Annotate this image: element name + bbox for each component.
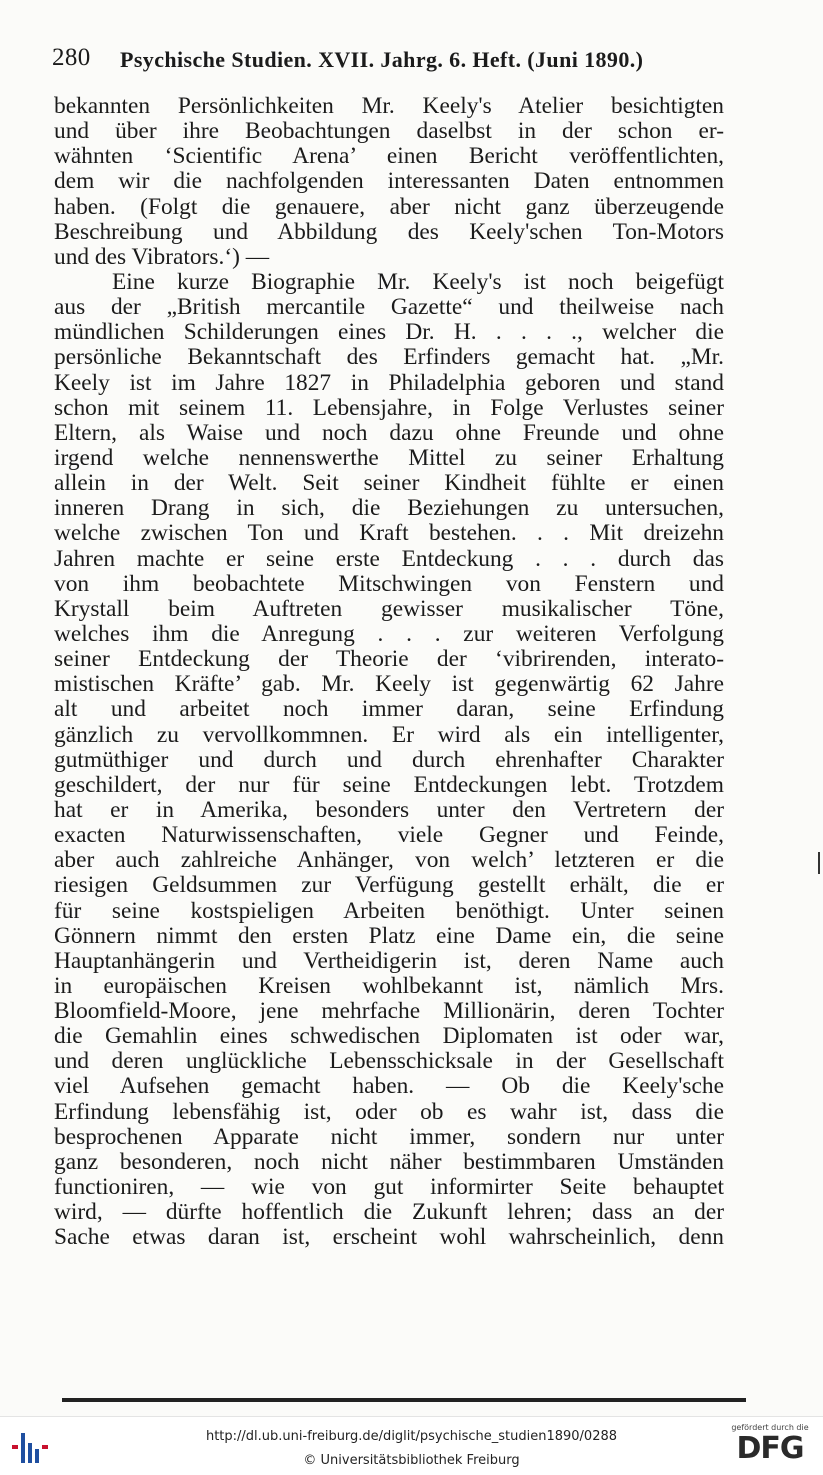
text-line: Eltern, als Waise und noch dazu ohne Freunde und ohne bbox=[54, 420, 724, 446]
body-text bbox=[54, 94, 724, 1250]
text-line: wird, — dürfte hoffentlich die Zukunft lehren; dass an der bbox=[54, 1200, 724, 1226]
text-line: aus der „British mercantile Gazette“ und theilweise nach bbox=[54, 295, 724, 321]
copyright-text: © Universitätsbibliothek Freiburg bbox=[303, 1453, 520, 1468]
text-line: ganz besonderen, noch nicht näher bestimmbaren Umständen bbox=[54, 1149, 724, 1175]
text-line: Keely ist im Jahre 1827 in Philadelphia geboren und stand bbox=[54, 370, 724, 396]
text-line: besprochenen Apparate nicht immer, sondern nur unter bbox=[54, 1124, 724, 1150]
text-line: von ihm beobachtete Mitschwingen von Fenstern und bbox=[54, 571, 724, 597]
text-line: Erfindung lebensfähig ist, oder ob es wahr ist, dass die bbox=[54, 1099, 724, 1125]
text-line: dem wir die nachfolgenden interessanten Daten entnommen bbox=[54, 169, 724, 195]
text-line: bekannten Persönlichkeiten Mr. Keely's Atelier besichtigten bbox=[54, 94, 724, 119]
text-line: Eine kurze Biographie Mr. Keely's ist noch beigefügt bbox=[112, 269, 724, 295]
text-line: gänzlich zu vervollkommnen. Er wird als ein intelligenter, bbox=[54, 722, 724, 748]
text-line: persönliche Bekanntschaft des Erfinders gemacht hat. „Mr. bbox=[54, 345, 724, 371]
page-header bbox=[52, 44, 732, 74]
text-line: functioniren, — wie von gut informirter Seite behauptet bbox=[54, 1175, 724, 1201]
dfg-logo-icon bbox=[727, 1423, 813, 1473]
text-line: haben. (Folgt die genauere, aber nicht ganz überzeugende bbox=[54, 194, 724, 220]
text-line: irgend welche nennenswerthe Mittel zu seiner Erhaltung bbox=[54, 445, 724, 471]
source-url[interactable]: http://dl.ub.uni-freiburg.de/diglit/psychische_studien1890/0288 bbox=[205, 1429, 618, 1444]
text-line: in europäischen Kreisen wohlbekannt ist, nämlich Mrs. bbox=[54, 973, 724, 999]
text-line: und über ihre Beobachtungen daselbst in der schon er- bbox=[54, 119, 724, 145]
text-line: exacten Naturwissenschaften, viele Gegner und Feinde, bbox=[54, 823, 724, 849]
text-line: Gönnern nimmt den ersten Platz eine Dame ein, die seine bbox=[54, 923, 724, 949]
text-line: Bloomfield-Moore, jene mehrfache Millionärin, deren Tochter bbox=[54, 999, 724, 1025]
text-line: und deren unglückliche Lebensschicksale in der Gesellschaft bbox=[54, 1049, 724, 1075]
page-bottom-rule bbox=[62, 1398, 746, 1402]
text-line: seiner Entdeckung der Theorie der ‘vibrirenden, interato- bbox=[54, 647, 724, 673]
page-number: 280 bbox=[52, 44, 91, 71]
margin-mark bbox=[818, 852, 820, 874]
text-line: Beschreibung und Abbildung des Keely'schen Ton-Motors bbox=[54, 219, 724, 245]
text-line: mistischen Kräfte’ gab. Mr. Keely ist gegenwärtig 62 Jahre bbox=[54, 672, 724, 698]
text-line: inneren Drang in sich, die Beziehungen zu untersuchen, bbox=[54, 496, 724, 522]
text-line: schon mit seinem 11. Lebensjahre, in Folge Verlustes seiner bbox=[54, 395, 724, 421]
text-line: gutmüthiger und durch und durch ehrenhafter Charakter bbox=[54, 747, 724, 773]
text-line: geschildert, der nur für seine Entdeckungen lebt. Trotzdem bbox=[54, 772, 724, 798]
text-line: welches ihm die Anregung . . . zur weiteren Verfolgung bbox=[54, 621, 724, 647]
text-line: die Gemahlin eines schwedischen Diplomaten ist oder war, bbox=[54, 1024, 724, 1050]
text-line: Hauptanhängerin und Vertheidigerin ist, deren Name auch bbox=[54, 948, 724, 974]
text-line: wähnten ‘Scientific Arena’ einen Bericht veröffentlichten, bbox=[54, 144, 724, 170]
text-line: Sache etwas daran ist, erscheint wohl wahrscheinlich, denn bbox=[54, 1225, 724, 1251]
text-line: mündlichen Schilderungen eines Dr. H. . . . ., welcher die bbox=[54, 320, 724, 346]
text-line: riesigen Geldsummen zur Verfügung gestellt erhält, die er bbox=[54, 873, 724, 899]
text-line: welche zwischen Ton und Kraft bestehen. . . Mit dreizehn bbox=[54, 521, 724, 547]
text-line: hat er in Amerika, besonders unter den Vertretern der bbox=[54, 797, 724, 823]
text-line: Jahren machte er seine erste Entdeckung . . . durch das bbox=[54, 546, 724, 572]
text-line: allein in der Welt. Seit seiner Kindheit fühlte er einen bbox=[54, 471, 724, 497]
text-line: und des Vibrators.‘) — bbox=[54, 244, 270, 270]
text-line: für seine kostspieligen Arbeiten benöthigt. Unter seinen bbox=[54, 898, 724, 924]
text-line: aber auch zahlreiche Anhänger, von welch’ letzteren er die bbox=[54, 848, 724, 874]
text-line: alt und arbeitet noch immer daran, seine Erfindung bbox=[54, 697, 724, 723]
dfg-wordmark: DFG bbox=[736, 1431, 804, 1466]
running-title: Psychische Studien. XVII. Jahrg. 6. Heft. (Juni 1890.) bbox=[120, 47, 644, 72]
text-line: Krystall beim Auftreten gewisser musikalischer Töne, bbox=[54, 596, 724, 622]
text-line: viel Aufsehen gemacht haben. — Ob die Keely'sche bbox=[54, 1074, 724, 1100]
sponsor-caption: gefördert durch die bbox=[731, 1423, 809, 1432]
footer-bar bbox=[0, 1416, 823, 1475]
